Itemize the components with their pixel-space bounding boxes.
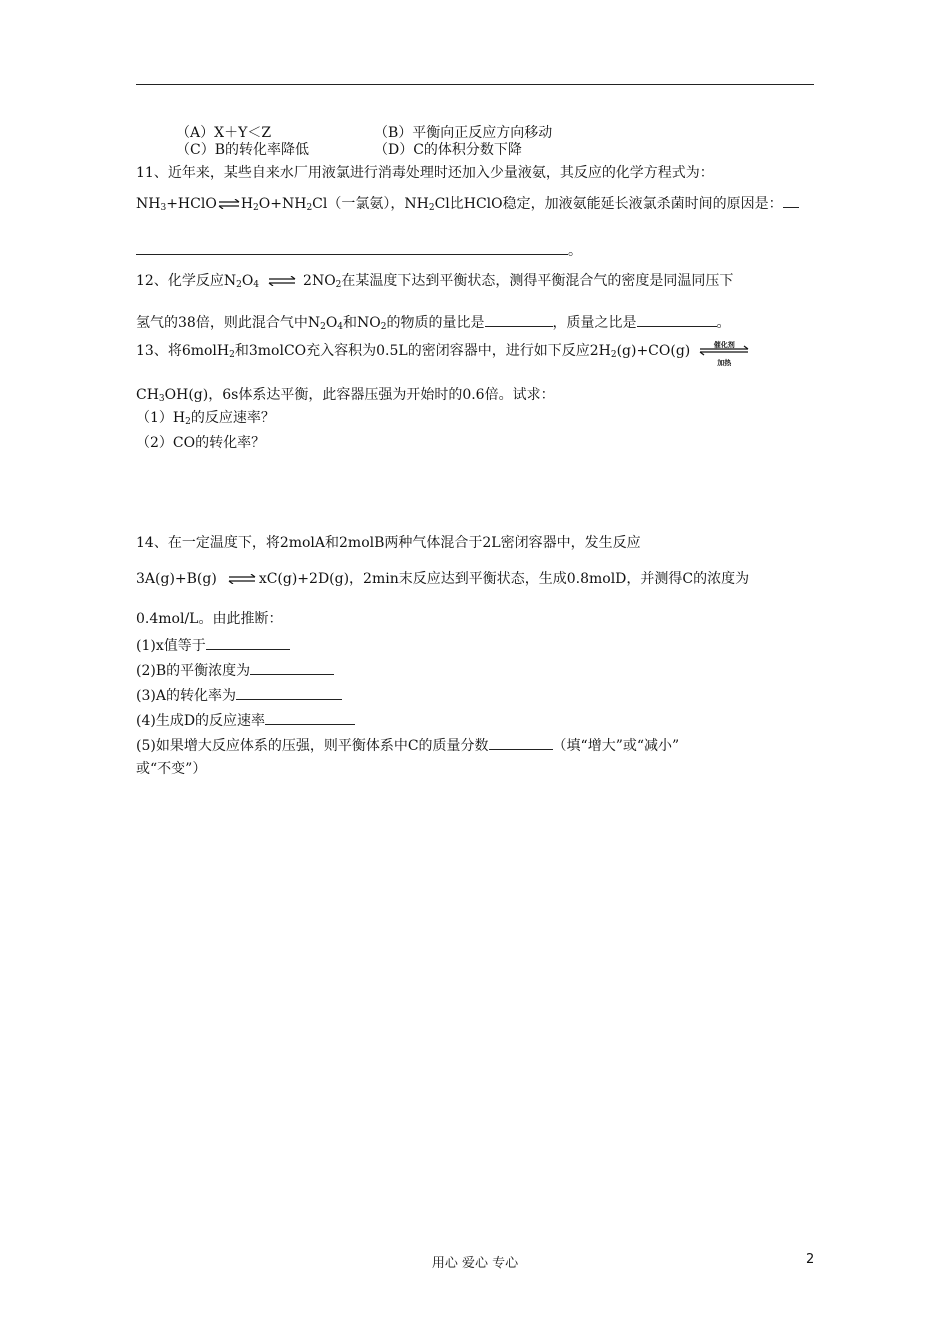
q11-answer-blank[interactable]	[136, 240, 568, 255]
q14-line3: 0.4mol/L。由此推断：	[136, 611, 283, 627]
header-rule	[136, 84, 814, 85]
catalyst-label: 催化剂	[713, 340, 735, 349]
q14-sub4: (4)生成D的反应速率	[136, 710, 355, 730]
q11-line2: $NH_3+HClO$ $H_2O+NH_2Cl$（一氯氨），$NH_2Cl$比HClO稳定，加液氨能延长液氯杀菌时间的原因是：	[136, 193, 799, 217]
q13-line2: $CH_3OH(g)$，6s体系达平衡，此容器压强为开始时的0.6倍。试求：	[136, 387, 555, 404]
q14-b-concentration-blank[interactable]	[250, 660, 334, 675]
q11-line1: 11、近年来，某些自来水厂用液氯进行消毒处理时还加入少量液氨，其反应的化学方程式为：	[136, 165, 714, 181]
q10-option-c: （C）B的转化率降低	[176, 142, 309, 158]
q11-line3: 。	[136, 240, 582, 260]
q14-line1: 14、在一定温度下，将2molA和2molB两种气体混合于2L密闭容器中，发生反应	[136, 535, 641, 551]
q13-sub2: （2）CO的转化率？	[136, 435, 266, 451]
q14-sub5: (5)如果增大反应体系的压强，则平衡体系中C的质量分数 （填“增大”或“减小”	[136, 735, 679, 755]
q13-sub1: $(1)H_2$的反应速率？	[136, 410, 275, 427]
equilibrium-arrow-icon	[267, 276, 297, 286]
footer-slogan: 用心 爱心 专心	[431, 1256, 519, 1271]
q14-x-blank[interactable]	[206, 635, 290, 650]
equilibrium-arrow-icon	[227, 574, 257, 584]
equilibrium-arrow-with-conditions-icon	[698, 340, 750, 367]
q14-a-conversion-blank[interactable]	[236, 685, 342, 700]
q12-line1: 12、化学反应$N_2O_4$ $2NO_2$在某温度下达到平衡状态，测得平衡混合气的密度是同温同压下	[136, 273, 734, 290]
q12-mole-ratio-blank[interactable]	[485, 312, 553, 327]
q14-line2: 3A(g)+B(g) xC(g)+2D(g)，2min末反应达到平衡状态，生成0.8molD，并测得C的浓度为	[136, 571, 750, 587]
heating-label: 加热	[717, 358, 732, 367]
q14-d-rate-blank[interactable]	[265, 710, 355, 725]
q10-option-d: （D）C的体积分数下降	[374, 142, 522, 158]
q10-option-b: （B）平衡向正反应方向移动	[374, 125, 553, 141]
q13-line1: 13、将6molH$_2$和3molCO充入容积为0.5L的密闭容器中，进行如下反应$2H_2(g)+CO(g)$ 催化剂 加热	[136, 342, 750, 364]
page-number: 2	[806, 1252, 815, 1267]
q12-line2: 氢气的38倍，则此混合气中$N_2O_4$和$NO_2$的物质的量比是 ，质量之比是 。	[136, 312, 731, 336]
q10-option-a: （A）X＋Y＜Z	[176, 125, 272, 141]
q14-sub5-cont: 或“不变”）	[136, 761, 207, 777]
q14-mass-fraction-blank[interactable]	[489, 735, 553, 750]
q12-mass-ratio-blank[interactable]	[637, 312, 717, 327]
equilibrium-arrow-icon	[217, 199, 241, 209]
q14-sub1: (1)x值等于	[136, 635, 290, 655]
q11-answer-blank-start[interactable]	[783, 193, 799, 208]
q14-sub2: (2)B的平衡浓度为	[136, 660, 334, 680]
q14-sub3: (3)A的转化率为	[136, 685, 342, 705]
